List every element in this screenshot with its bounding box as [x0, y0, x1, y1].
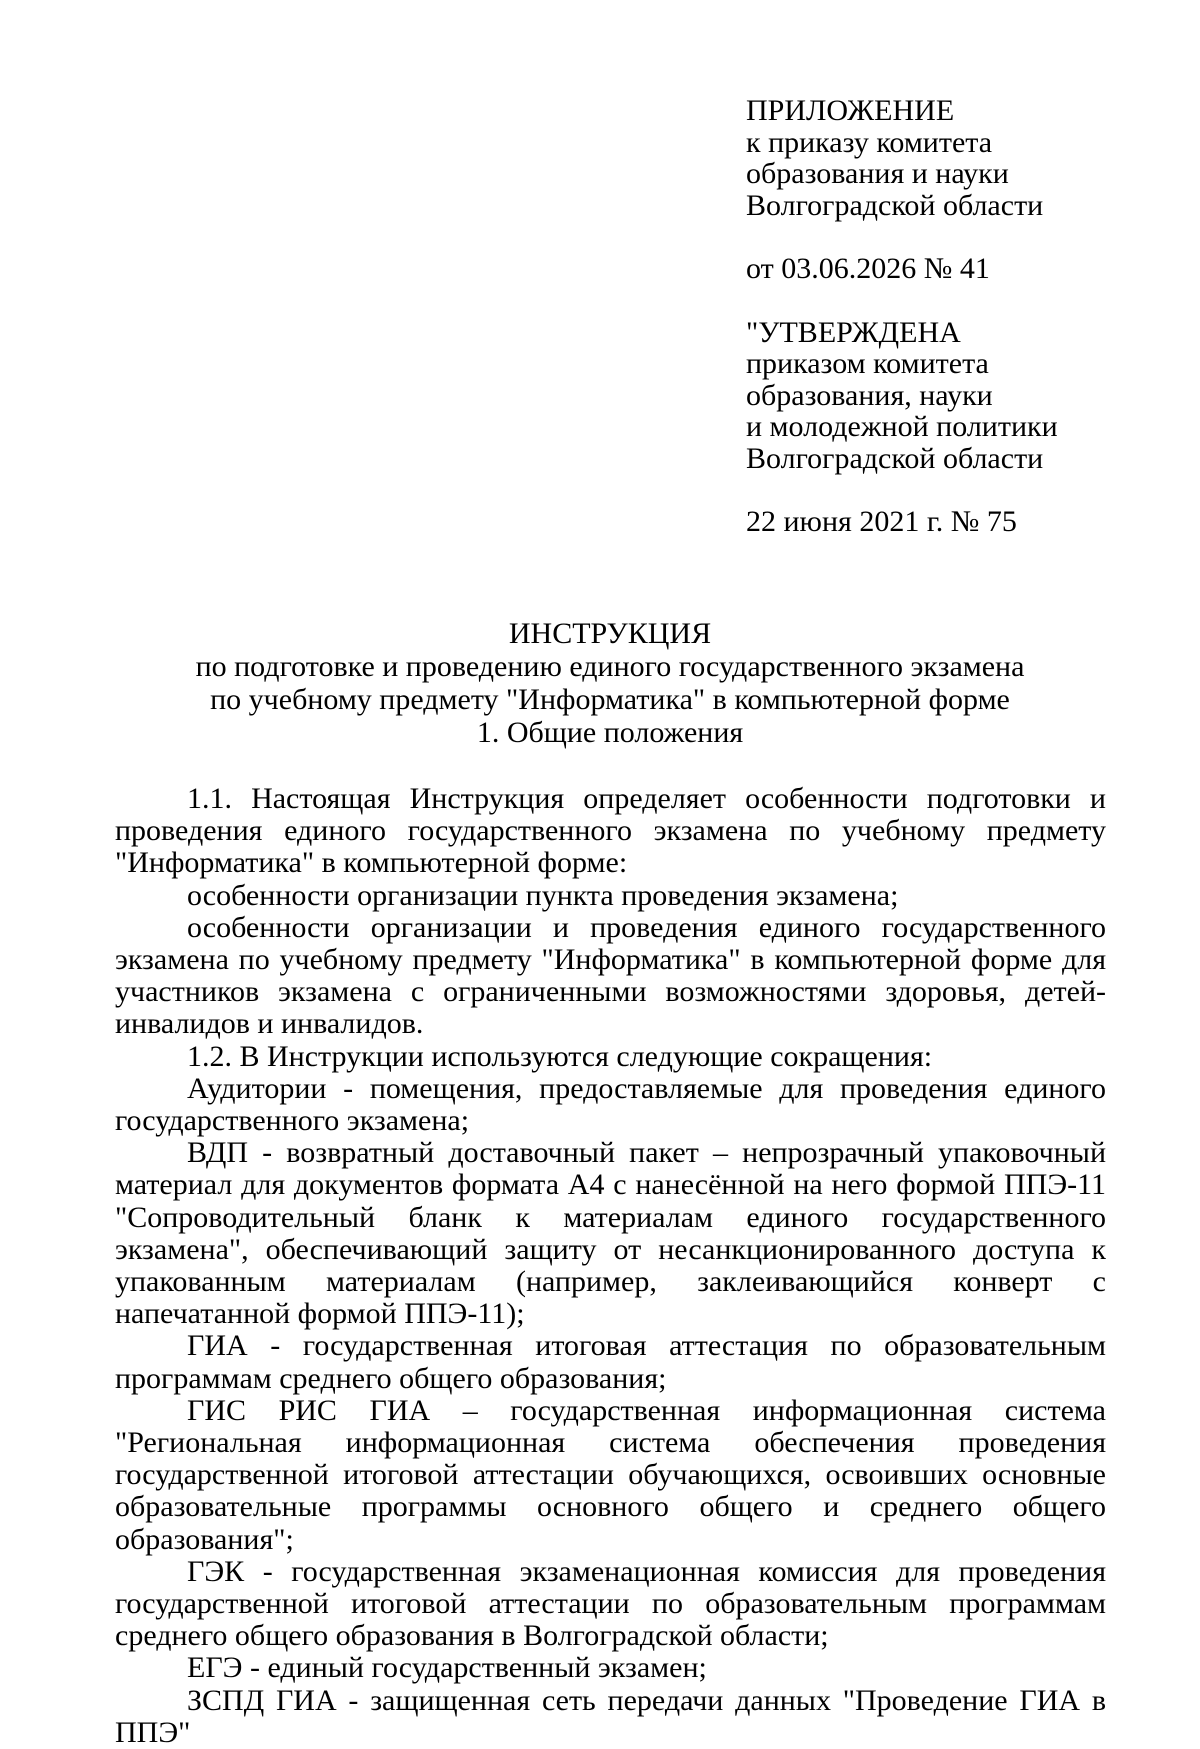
appendix-title: ПРИЛОЖЕНИЕ	[746, 94, 955, 127]
section-heading: 1. Общие положения	[476, 716, 744, 749]
instruction-subtitle-line: по подготовке и проведению единого государственного экзамена	[195, 650, 1025, 683]
appendix-line: образования и науки	[746, 157, 1009, 190]
paragraph: Аудитории - помещения, предоставляемые для проведения единого государственного экзамена;	[115, 1071, 1106, 1138]
approved-date: 22 июня 2021 г. № 75	[746, 505, 1017, 538]
paragraph: ГИС РИС ГИА – государственная информационная система "Региональная информационная система обеспечения проведения государственной итоговой аттестации обучающихся, освоивших основные образовательные программы основного общего и среднего общего образования";	[115, 1393, 1106, 1556]
paragraph: 1.1. Настоящая Инструкция определяет особенности подготовки и проведения единого государственного экзамена по учебному предмету "Информатика" в компьютерной форме:	[115, 782, 1106, 880]
instruction-title-block	[115, 617, 1105, 749]
approved-line: Волгоградской области	[746, 441, 1044, 475]
paragraph: особенности организации и проведения единого государственного экзамена по учебному предмету "Информатика" в компьютерной форме для участников экзамена с ограниченными возможностями здоровья, детей-инвалидов и инвалидов.	[115, 910, 1106, 1041]
paragraph: ГИА - государственная итоговая аттестация по образовательным программам среднего общего образования;	[115, 1329, 1106, 1395]
approved-line: приказом комитета	[746, 347, 989, 380]
paragraph: особенности организации пункта проведения экзамена;	[187, 878, 899, 912]
paragraph: ЗСПД ГИА - защищенная сеть передачи данных "Проведение ГИА в ППЭ"	[115, 1683, 1106, 1749]
instruction-subtitle-line: по учебному предмету "Информатика" в компьютерной форме	[210, 683, 1010, 716]
paragraph: 1.2. В Инструкции используются следующие сокращения:	[187, 1039, 933, 1073]
approved-line: образования, науки	[746, 378, 993, 412]
instruction-heading: ИНСТРУКЦИЯ	[508, 617, 712, 650]
paragraph: ГЭК - государственная экзаменационная комиссия для проведения государственной итоговой аттестации по образовательным программам среднего общего образования в Волгоградской области;	[115, 1554, 1106, 1653]
paragraph: ВДП - возвратный доставочный пакет – непрозрачный упаковочный материал для документов формата А4 с нанесённой на него формой ППЭ-11 "Сопроводительный бланк к материалам единого государственного экзамена", обеспечивающий защиту от несанкционированного доступа к упакованным материалам (например, заклеивающийся конверт с напечатанной формой ППЭ-11);	[115, 1136, 1106, 1331]
spacer	[746, 474, 1186, 506]
approved-title: "УТВЕРЖДЕНА	[746, 315, 961, 349]
appendix-line: Волгоградской области	[746, 188, 1044, 222]
approved-line: и молодежной политики	[746, 410, 1058, 443]
spacer	[746, 221, 1186, 253]
spacer	[746, 285, 1186, 317]
appendix-header	[746, 95, 1186, 538]
order-reference: от 03.06.2026 № 41	[746, 252, 990, 285]
paragraph: ЕГЭ - единый государственный экзамен;	[187, 1651, 707, 1685]
document-body	[115, 783, 1106, 1749]
appendix-line: к приказу комитета	[746, 125, 993, 159]
